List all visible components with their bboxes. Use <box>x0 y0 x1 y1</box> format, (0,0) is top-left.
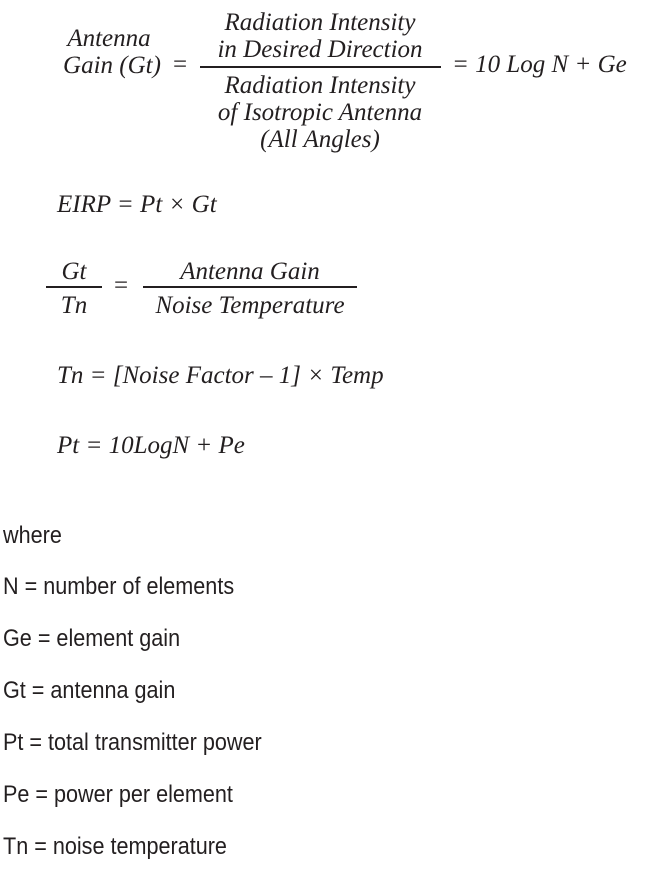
gt-lhs-numerator: Gt <box>61 258 87 285</box>
gain-equals-sign: = <box>173 51 188 78</box>
gt-equals-sign: = <box>114 272 129 299</box>
definition-tn: Tn = noise temperature <box>3 833 227 860</box>
gt-rhs-numerator: Antenna Gain <box>180 258 320 285</box>
eirp-equation: EIRP = Pt × Gt <box>57 191 217 218</box>
gt-rhs-fraction-bar <box>143 286 357 288</box>
gain-lhs-line2: Gain (Gt) <box>63 52 161 79</box>
gt-rhs-denominator: Noise Temperature <box>155 292 345 319</box>
noise-temperature-equation: Tn = [Noise Factor – 1] × Temp <box>57 362 384 389</box>
definition-pt: Pt = total transmitter power <box>3 729 262 756</box>
definition-pe: Pe = power per element <box>3 781 233 808</box>
gain-denominator-line1: Radiation Intensity <box>224 72 416 99</box>
definition-ge: Ge = element gain <box>3 625 181 652</box>
definition-gt: Gt = antenna gain <box>3 677 176 704</box>
gt-lhs-denominator: Tn <box>60 292 88 319</box>
gain-lhs-line1: Antenna <box>67 25 151 52</box>
transmitter-power-equation: Pt = 10LogN + Pe <box>57 432 245 459</box>
gain-rhs: = 10 Log N + Ge <box>452 51 627 78</box>
gt-lhs-fraction-bar <box>46 286 102 288</box>
gain-denominator-line2: of Isotropic Antenna <box>217 99 423 126</box>
gain-fraction-bar <box>200 66 441 68</box>
definition-n: N = number of elements <box>3 573 235 600</box>
gain-numerator-line1: Radiation Intensity <box>224 9 416 36</box>
gain-numerator-line2: in Desired Direction <box>217 36 423 63</box>
gain-denominator-line3: (All Angles) <box>260 126 380 153</box>
where-label: where <box>3 522 62 549</box>
